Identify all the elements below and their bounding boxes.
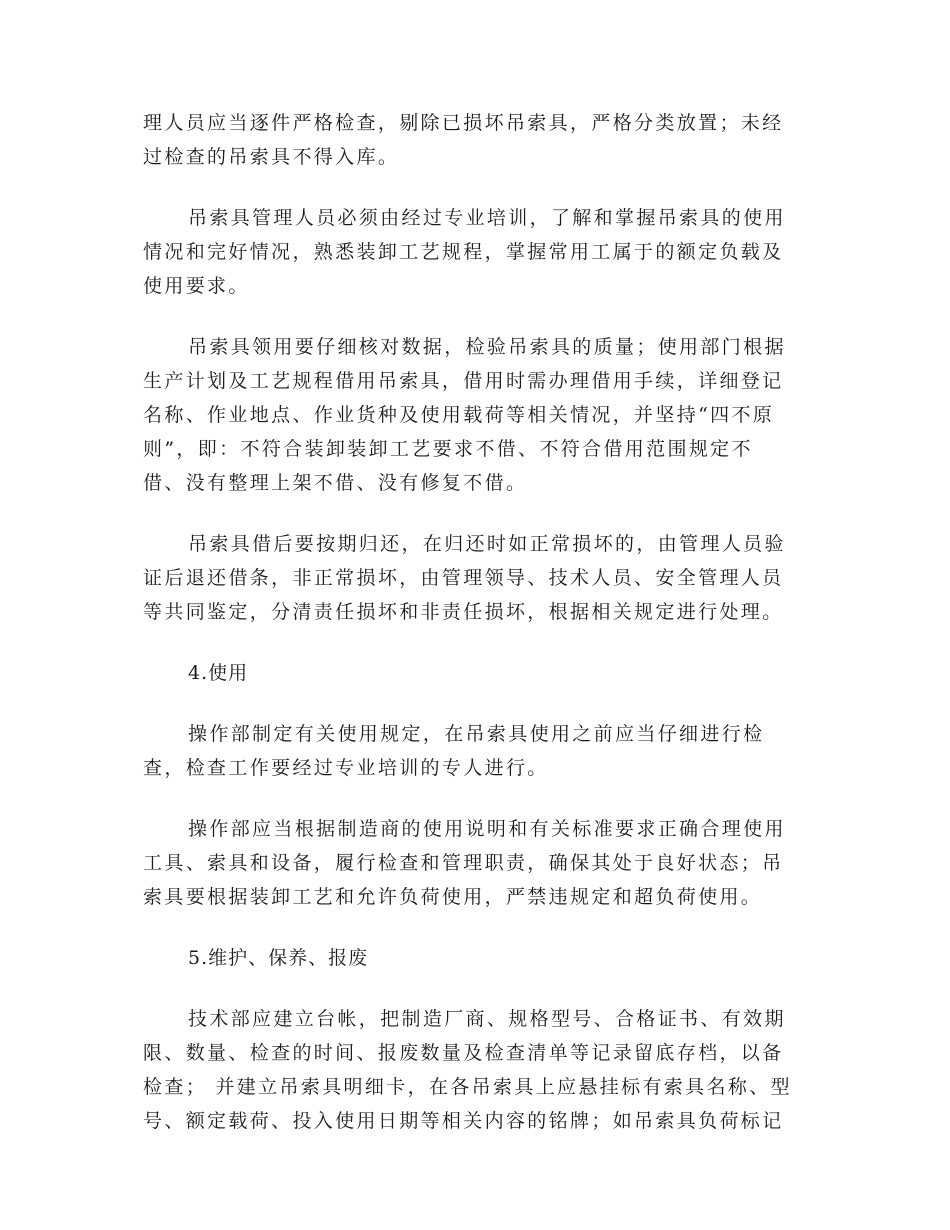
text-line: 限、数量、检查的时间、报废数量及检查清单等记录留底存档，以备 (143, 1042, 784, 1064)
text-line: 过检查的吊索具不得入库。 (143, 146, 400, 168)
paragraph-use-correctly (143, 812, 807, 914)
text-line: 操作部应当根据制造商的使用说明和有关标准要求正确合理使用 (188, 818, 786, 840)
text-line: 索具要根据装卸工艺和允许负荷使用，严禁违规定和超负荷使用。 (143, 886, 763, 908)
text-line: 借、没有整理上架不借、没有修复不借。 (143, 472, 528, 494)
paragraph-manager-training (143, 201, 807, 303)
text-line: 吊索具管理人员必须由经过专业培训，了解和掌握吊索具的使用 (188, 207, 786, 229)
paragraph-returning-rules (143, 527, 807, 629)
text-line: 号、额定载荷、投入使用日期等相关内容的铭牌；如吊索具负荷标记 (143, 1110, 784, 1132)
paragraph-inspection-storage (143, 106, 807, 174)
text-line: 检查； 并建立吊索具明细卡，在各吊索具上应悬挂标有索具名称、型 (143, 1076, 792, 1098)
section-heading-use: 4.使用 (188, 662, 249, 684)
text-line: 生产计划及工艺规程借用吊索具，借用时需办理借用手续，详细登记 (143, 370, 784, 392)
text-line: 查，检查工作要经过专业培训的专人进行。 (143, 757, 549, 779)
text-line: 吊索具借后要按期归还，在归还时如正常损坏的，由管理人员验 (188, 533, 786, 555)
text-line: 吊索具领用要仔细核对数据，检验吊索具的质量；使用部门根据 (188, 336, 786, 358)
text-line: 技术部应建立台帐，把制造厂商、规格型号、合格证书、有效期 (188, 1008, 786, 1030)
paragraph-use-inspection (143, 717, 807, 785)
text-line: 操作部制定有关使用规定，在吊索具使用之前应当仔细进行检 (188, 723, 765, 745)
text-line: 等共同鉴定，分清责任损坏和非责任损坏，根据相关规定进行处理。 (143, 601, 784, 623)
document-page (143, 106, 807, 1138)
text-line: 名称、作业地点、作业货种及使用载荷等相关情况，并坚持“四不原 (143, 404, 775, 426)
text-line: 理人员应当逐件严格检查，剔除已损坏吊索具，严格分类放置；未经 (143, 112, 784, 134)
text-line: 工具、索具和设备，履行检查和管理职责，确保其处于良好状态；吊 (143, 852, 784, 874)
paragraph-borrowing-rules (143, 330, 807, 500)
text-line: 情况和完好情况，熟悉装卸工艺规程，掌握常用工属于的额定负载及 (143, 241, 784, 263)
text-line: 使用要求。 (143, 275, 250, 297)
text-line: 则”，即：不符合装卸装卸工艺要求不借、不符合借用范围规定不 (143, 438, 753, 460)
section-heading-maintenance: 5.维护、保养、报废 (188, 947, 369, 969)
text-line: 证后退还借条，非正常损坏，由管理领导、技术人员、安全管理人员 (143, 567, 784, 589)
paragraph-ledger-records (143, 1002, 807, 1138)
